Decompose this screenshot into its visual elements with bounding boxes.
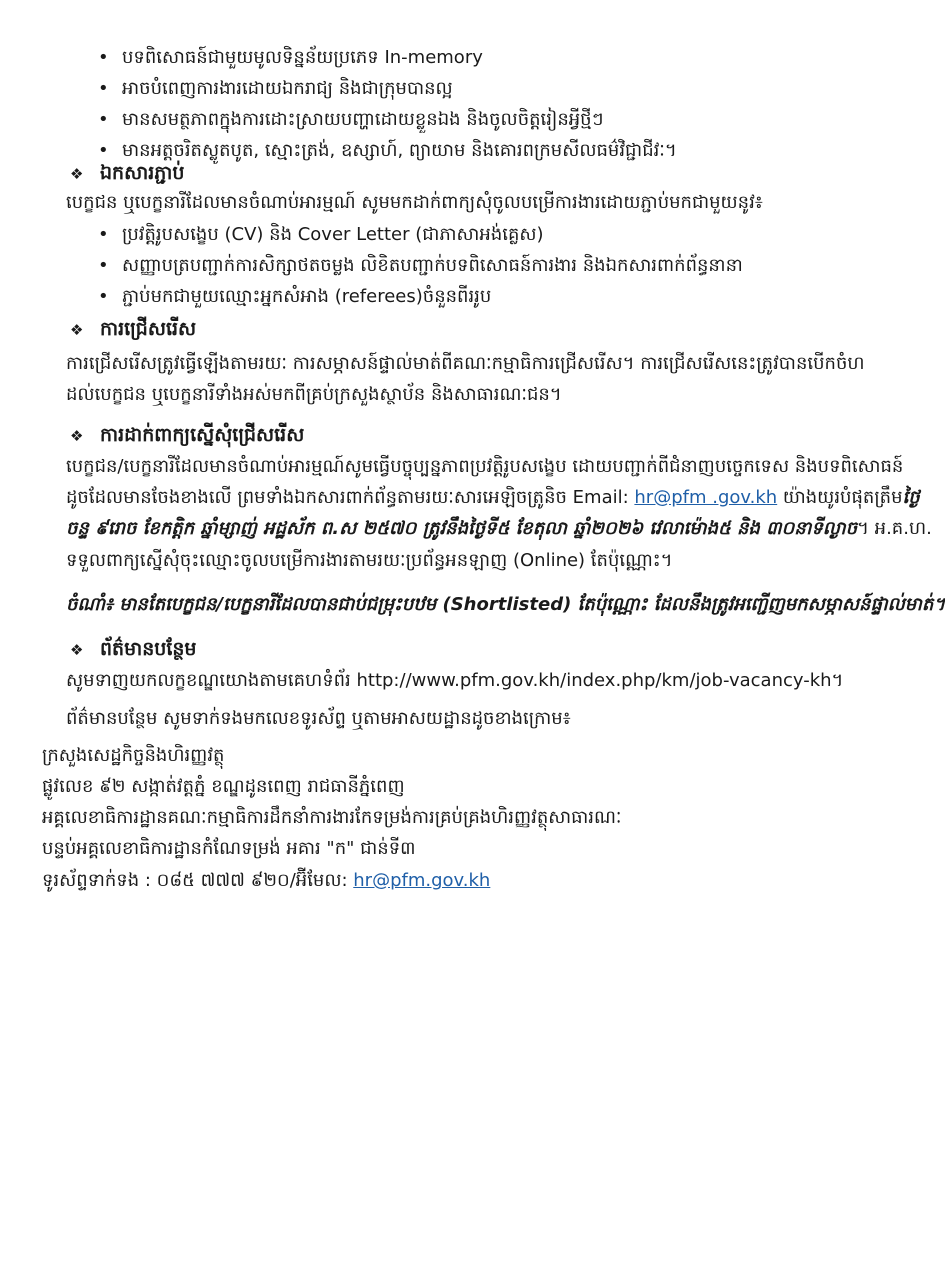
diamond-icon: ❖ bbox=[70, 165, 84, 183]
selection-text: ការជ្រើសរើសត្រូវធ្វើឡើងតាមរយៈ ការសម្ភាសន៍ផ្ទាល់មាត់ពីគណៈកម្មាធិការជ្រើសរើស។ ការជ្រើសរើសនេះត្រូវបានបើកចំហ bbox=[66, 353, 865, 374]
section-heading-application: ❖ ការដាក់ពាក្យស្នើសុំជ្រើសរើស bbox=[70, 418, 304, 453]
contact-email-link[interactable]: hr@pfm.gov.kh bbox=[353, 870, 491, 891]
requirements-list bbox=[0, 42, 677, 166]
application-text: បេក្ខជន/បេក្ខនារីដែលមានចំណាប់អារម្មណ៍សូមធ្វើបច្ចុប្បន្នភាពប្រវត្តិរូបសង្ខេប ដោយបញ្ជាក់ពីជំនាញបច្ចេកទេស និងបទពិសោធន៍ bbox=[66, 456, 904, 477]
more-info-text: ព័ត៌មានបន្ថែម សូមទាក់ទងមកលេខទូរស័ព្ទ ឬតាមអាសយដ្ឋានដូចខាងក្រោម៖ bbox=[66, 708, 571, 729]
application-text: ដូចដែលមានចែងខាងលើ ព្រមទាំងឯកសារពាក់ព័ន្ធតាមរយៈសារអេឡិចត្រូនិច Email: hr@pfm .gov.kh យ៉ាងយូរបំផុតត្រឹមថ្ងៃ bbox=[66, 487, 920, 508]
application-text: ចន្ទ ៩រោច ខែកត្ដិក ឆ្នាំម្សាញ់ អដ្ឋស័ក ព.ស ២៥៧០ ត្រូវនឹងថ្ងៃទី៥ ខែតុលា ឆ្នាំ២០២៦ វេលាម៉ោង៥ និង ៣០នាទីល្ងាច។ អ.គ.ហ. bbox=[66, 518, 932, 539]
contact-ministry: ក្រសួងសេដ្ឋកិច្ចនិងហិរញ្ញវត្ថុ bbox=[42, 745, 225, 766]
list-item: • អាចបំពេញការងារដោយឯករាជ្យ និងជាក្រុមបានល្អ bbox=[64, 73, 677, 104]
deadline-text: ចន្ទ ៩រោច ខែកត្ដិក ឆ្នាំម្សាញ់ អដ្ឋស័ក ព.ស ២៥៧០ ត្រូវនឹងថ្ងៃទី៥ ខែតុលា ឆ្នាំ២០២៦ វេលាម៉ោង៥ និង ៣០នាទីល្ងាច bbox=[66, 518, 858, 539]
application-text: ទទួលពាក្យស្នើសុំចុះឈ្មោះចូលបម្រើការងារតាមរយៈប្រព័ន្ធអនឡាញ (Online) តែប៉ុណ្ណោះ។ bbox=[66, 550, 673, 571]
section-heading-selection: ❖ ការជ្រើសរើស bbox=[70, 312, 196, 347]
list-item: • មានសមត្ថភាពក្នុងការដោះស្រាយបញ្ហាដោយខ្លួនឯង និងចូលចិត្តរៀនអ្វីថ្មីៗ bbox=[64, 104, 677, 135]
list-item: • មានអត្តចរិតស្លូតបូត, ស្មោះត្រង់, ឧស្សាហ៍, ព្យាយាម និងគោរពក្រមសីលធម៌វិជ្ជាជីវៈ។ bbox=[64, 135, 677, 166]
list-item: • សញ្ញាបត្របញ្ជាក់ការសិក្សាថតចម្លង លិខិតបញ្ជាក់បទពិសោធន៍ការងារ និងឯកសារពាក់ព័ន្ធនានា bbox=[64, 250, 743, 281]
section-heading-more-info: ❖ ព័ត៌មានបន្ថែម bbox=[70, 632, 196, 667]
documents-list bbox=[0, 219, 743, 312]
diamond-icon: ❖ bbox=[70, 321, 84, 339]
section-heading-documents: ❖ ឯកសារភ្ជាប់ bbox=[70, 156, 184, 191]
more-info-text: សូមទាញយកលក្ខខណ្ឌយោងតាមគេហទំព័រ http://www.pfm.gov.kh/index.php/km/job-vacancy-kh។ bbox=[66, 670, 844, 691]
list-item: • ភ្ជាប់មកជាមួយឈ្មោះអ្នកសំអាង (referees)ចំនួនពីររូប bbox=[64, 281, 743, 312]
list-item: • ប្រវត្តិរូបសង្ខេប (CV) និង Cover Letter (ជាភាសាអង់គ្លេស) bbox=[64, 219, 743, 250]
diamond-icon: ❖ bbox=[70, 427, 84, 445]
contact-phone: ទូរស័ព្ទទាក់ទង : ០៨៥ ៧៧៧ ៩២០/អ៊ីមែល: hr@pfm.gov.kh bbox=[42, 870, 491, 891]
contact-office: បន្ទប់អគ្គលេខាធិការដ្ឋានកំណែទម្រង់ អគារ "ក" ជាន់ទី៣ bbox=[42, 838, 416, 859]
email-link[interactable]: hr@pfm .gov.kh bbox=[634, 487, 778, 508]
contact-secretariat: អគ្គលេខាធិការដ្ឋានគណៈកម្មាធិការដឹកនាំការងារកែទម្រង់ការគ្រប់គ្រងហិរញ្ញវត្ថុសាធារណៈ bbox=[42, 807, 622, 828]
documents-intro: បេក្ខជន ឬបេក្ខនារីដែលមានចំណាប់អារម្មណ៍ សូមមកដាក់ពាក្យសុំចូលបម្រើការងារដោយភ្ជាប់មកជាមួយនូវ៖ bbox=[66, 192, 763, 213]
list-item: • បទពិសោធន៍ជាមួយមូលទិន្នន័យប្រភេទ In-memory bbox=[64, 42, 677, 73]
selection-text: ដល់បេក្ខជន ឬបេក្ខនារីទាំងអស់មកពីគ្រប់ក្រសួងស្ថាប័ន និងសាធារណៈជន។ bbox=[66, 384, 562, 405]
note-text: ចំណាំ៖ មានតែបេក្ខជន/បេក្ខនារីដែលបានជាប់ជម្រុះបឋម (Shortlisted) តែប៉ុណ្ណោះ ដែលនឹងត្រូវអញ្ជើញមកសម្ភាសន៍ផ្ទាល់មាត់។ bbox=[66, 594, 945, 615]
deadline-text: ថ្ងៃ bbox=[902, 487, 920, 508]
diamond-icon: ❖ bbox=[70, 641, 84, 659]
contact-address: ផ្លូវលេខ ៩២ សង្កាត់វត្តភ្នំ ខណ្ឌដូនពេញ រាជធានីភ្នំពេញ bbox=[42, 776, 405, 797]
